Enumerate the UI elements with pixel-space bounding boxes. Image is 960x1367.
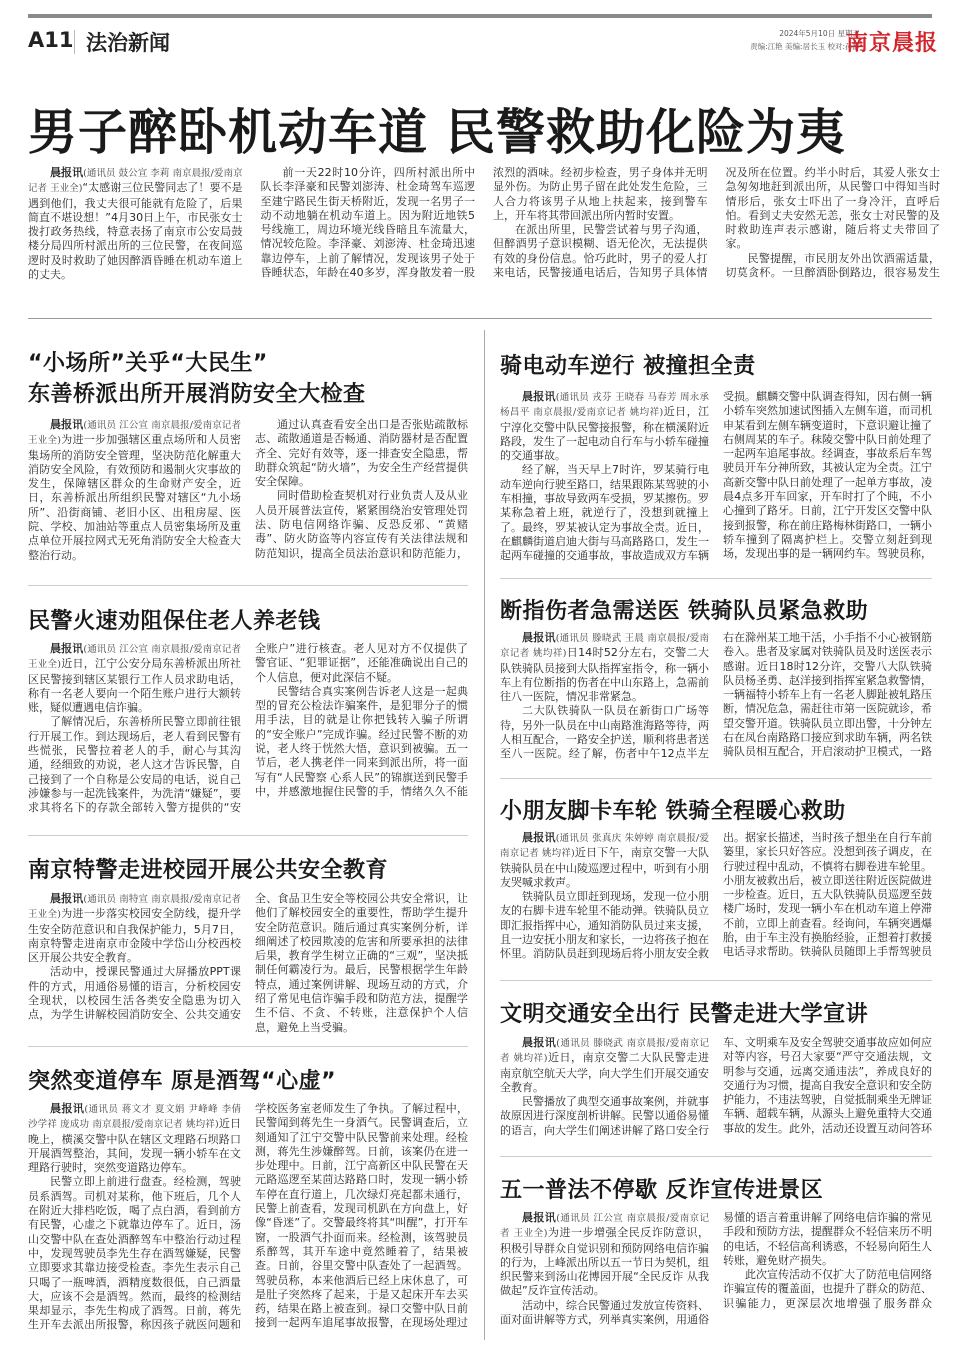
paragraph: 民警播放了典型交通事故案例，并就事故原因进行深度剖析讲解。民警以通俗易懂的语言，向大学生们阐述讲解了路口安全行车、文明乘车及安全驾驶交通事故应如何应对等内容，号召大家要“严守交通法规，文明参与交通，远离交通违法”，养成良好的交通行为习惯，提高自我安全意识和安全防护能力，不违法驾驶，自觉抵制乘坐无牌证车辆、超载车辆，从源头上避免重特大交通事故的发生。此外，活动还设置互动问答环 <box>500 1036 932 1137</box>
article-subtitle: 东善桥派出所开展消防安全大检查 <box>28 382 366 407</box>
article-body <box>500 1036 932 1144</box>
article-title: 民警火速劝阻保住老人养老钱 <box>28 609 321 634</box>
paragraph: 近日，江宁公安分局东善桥派出所社区民警接到辖区某银行工作人员求助电话，称有一名老人要向一个陌生账户进行大额转账，疑似遭遇电信诈骗。 <box>28 657 241 715</box>
article-body <box>500 631 932 769</box>
lead-word: 晨报讯 <box>50 642 84 655</box>
lead-word: 晨报讯 <box>522 1211 557 1224</box>
paragraph: 近日下午，南京交警一大队铁骑队员在中山陵巡逻过程中，听到有小朋友哭喊求救声。 <box>500 846 709 889</box>
paragraph: 通过认真查看安全出口是否张贴疏散标志、疏散通道是否畅通、消防器材是否配置齐全、完好有效等，逐一排查安全隐患，帮助群众筑起“防火墙”，为安全生产经营提供安全保障。 <box>255 418 468 489</box>
newspaper-logo: 南京晨报 <box>846 30 939 56</box>
byline: (通讯员 滕晓武 王晨 南京晨报/爱南京记者 姚均祥) <box>500 633 709 660</box>
byline: (通讯员 江公宣 南京晨报/爱南京记者 王业全) <box>500 1213 710 1240</box>
masthead-separator <box>74 30 75 54</box>
divider <box>500 980 932 981</box>
byline: (通讯员 江公宣 南京晨报/爱南京记者 王业全) <box>28 644 242 671</box>
paragraph: 民警立即上前进行盘查。经检测，驾驶员系酒驾。司机对某称，他下班后，几个人在附近大排档吃饭，喝了点白酒，看到前方有民警，心虚之下就靠边停车了。近日，汤山交警中队在查处酒醉驾车中整治行动过程中，发现驾驶员李先生存在酒驾嫌疑，民警立即要求其靠边接受检查。李先生表示自己只喝了一瓶啤酒，酒精度数很低，自己酒量大，应该不会是酒驾。然而，最终的检测结果却显示，李先生构成了酒驾。日前，蒋先生开车去派出所报警，称因孩子就医问题和学校医务室老师发生了争执。了解过程中，民警闻到蒋先生一身酒气。民警调查后，立刻通知了江宁交警中队民警前来处理。经检测，蒋先生涉嫌醉驾。日前，该案仍在进一步处理中。日前，江宁高新区中队民警在天元路巡逻至某茴达路路口时，发现一辆小轿车停在直行道上，几次绿灯亮起都未通行，民警上前查看，发现司机趴在方向盘上，好像“昏迷”了。交警最终将其“叫醒”，打开车窗，一股酒气扑面而来。经检测，该驾驶员系醉驾，其开车途中竟然睡着了，结果被查。日前，谷里交警中队查处了一起酒驾。驾驶员称，本来他酒后已经上床休息了，可是肚子突然疼了起来，于是又起床开车去买药，结果在路上被查到。禄口交警中队日前接到一起两车追尾事故报警，在现场处理过 <box>28 1102 468 1332</box>
issue-date: 2024年5月10日 星期五 <box>779 29 860 38</box>
paragraph: 二大队铁骑队一队员在新街口广场等待，另外一队员在中山南路淮海路等待，两人相互配合，一路安全护送，顺利将患者送至八一医院。经了解，伤者中午12点半左右在滁州某工地干活，小手指不小心被钢筋卷入。患者及家属对铁骑队员及时送医表示感谢。近日18时12分许，交警八大队铁骑队员杨圣勇、赵洋接到指挥室紧急救警情，一辆福特小轿车上有一名老人脚趾被轧路压断，情况危急，需赶往市第一医院就诊，希望交警开道。铁骑队员立即出警，十分钟左右在凤台南路路口接应到求助车辆，两名铁骑队员相互配合，开启滚动护卫模式，一路 <box>500 631 932 761</box>
paragraph: 此次宣传活动不仅扩大了防范电信网络诈骗宣传的覆盖面，也提升了群众的防范、识骗能力，更深层次地增强了服务群众 <box>723 1268 932 1310</box>
article-body <box>500 831 932 969</box>
paragraph: 经了解，当天早上7时许，罗某骑行电动车逆向行驶至路口，结果跟陈某驾驶的小车相撞，事故导致两车受损，罗某擦伤。罗某称急着上班，就逆行了，没想到就撞上了。最终，罗某被认定为事故全责。近日，在麒麟街道启迪大街与马高路路口，发生一起两车碰撞的交通事故，事故造成双方车辆受损。麒麟交警中队调查得知，因右侧一辆小轿车突然加速试图插入左侧车道，而司机申某看到左侧车辆变道时，下意识避让撞了右侧周某的车子。秣陵交警中队日前处理了一起两车追尾事故。经调查，事故系后车驾驶员开车分神所致，其被认定为全责。江宁高新交警中队日前处理了一起单方事故，凌晨4点多开车回家，开车时打了个盹，不小心撞到了路牙。日前，江宁开发区交警中队接到报警，称在前庄路梅林街路口，一辆小轿车撞到了隔离护栏上。交警立刻赶到现场，发现出事的是一辆网约车。驾驶员称， <box>500 390 932 563</box>
paragraph: 日14时52分左右，交警二大队铁骑队员接到大队指挥室指令，称一辆小车上有位断指的伤者在中山东路上，急需前往八一医院，情况非常紧急。 <box>500 646 709 704</box>
lead-word: 晨报讯 <box>522 390 556 403</box>
paragraph: 同时借助检查契机对行业负责人及从业人员开展普法宣传，紧紧围绕治安管理处罚法、防电信网络诈骗、反恐反邪、“黄赌毒”、防火防盗等内容宣传有关法律法规和防范知识，提高全员法治意识和防范能力， <box>255 489 468 560</box>
lead-word: 晨报讯 <box>522 831 556 844</box>
article-body <box>500 390 932 568</box>
article-body <box>28 892 468 1036</box>
editor-credits: 责编:江艳 美编:居长玉 校对:孙静 <box>750 42 860 51</box>
lead-word: 晨报讯 <box>50 892 84 905</box>
article-body <box>28 1102 468 1334</box>
paragraph: 为进一步增强全民反诈防意识，积极引导群众自觉识别和预防网络电信诈骗的行为，上峰派出所以五一节日为契机，组织民警来到汤山花博园开展“全民反诈 从我做起”反诈宣传活动。 <box>500 1226 710 1298</box>
divider <box>28 318 932 319</box>
lead-word: 晨报讯 <box>522 631 556 644</box>
byline: (通讯员 南特宣 南京晨报/爱南京记者 王业全) <box>28 894 242 921</box>
byline: (通讯员 滕晓武 南京晨报/爱南京记者 姚均祥) <box>500 1038 710 1065</box>
paragraph: 为进一步落实校园安全防线，提升学生安全防范意识和自我保护能力，5月7日，南京特警走进南京市金陵中学岱山分校西校区开展公共安全教育。 <box>28 907 241 965</box>
paragraph: 了解情况后，东善桥所民警立即前往银行开展工作。到达现场后，老人看到民警有些慌张，民警拉着老人的手，耐心与其沟通，经细致的劝说，老人这才告诉民警，自己接到了一个自称是公安局的电话，说自己涉嫌参与一起洗钱案件，为洗清“嫌疑”，要求其将名下的存款全部转入警方提供的“安全账户”进行核查。老人见对方不仅提供了警官证、“犯罪证据”，还能准确说出自己的个人信息，便对此深信不疑。 <box>28 642 468 815</box>
lead-word: 晨报讯 <box>50 1102 85 1115</box>
divider <box>500 1156 932 1157</box>
byline: (通讯员 鼓公宣 李莉 南京晨报/爱南京记者 王业全) <box>28 168 243 195</box>
paragraph: 活动中，综合民警通过发放宣传资料、面对面讲解等方式，列举真实案例，用通俗易懂的语言着重讲解了网络电信诈骗的常见手段和预防方法，提醒群众不轻信来历不明的电话，不轻信高利诱惑，不轻易向陌生人转账，避免财产损失。 <box>500 1211 932 1327</box>
paragraph: 民警提醒，市民朋友外出饮酒需适量，切莫贪杯。一旦醉酒卧倒路边，很容易发生 <box>725 251 940 280</box>
byline: (通讯员 蒋文才 夏文娟 尹峰峰 李倩 沙学祥 庞成功 南京晨报/爱南京记者 姚均祥) <box>28 1104 242 1131</box>
article-body <box>500 1211 932 1335</box>
byline: (通讯员 江公宣 南京晨报/爱南京记者 王业全) <box>28 420 242 447</box>
paragraph: 活动中，授课民警通过大屏播放PPT课件的方式，用通俗易懂的语言，分析校园安全现状，以校园生活各类安全隐患为切入点，为学生讲解校园消防安全、公共交通安全、食品卫生安全等校园公共安全常识，让他们了解校园安全的重要性，帮助学生提升安全防范意识。随后通过真实案例分析，详细阐述了校园欺凌的危害和所要承担的法律后果，教育学生树立正确的“三观”，坚决抵制任何霸凌行为。最后，民警根据学生年龄特点，通过案例讲解、现场互动的方式，介绍了常见电信诈骗手段和防范方法，提醒学生不信、不贪、不转账，注意保护个人信息，避免上当受骗。 <box>28 892 468 1034</box>
article-title: “小场所”关乎“大民生” <box>28 351 268 376</box>
article-body <box>28 642 468 822</box>
divider <box>28 835 468 836</box>
divider <box>500 778 932 779</box>
byline: (通讯员 张真庆 朱婷婷 南京晨报/爱南京记者 姚均祥) <box>500 833 709 860</box>
divider <box>28 1046 468 1047</box>
page-number: A11 <box>28 28 74 52</box>
paragraph: 前一天22时10分许，四所村派出所中队长李泽豪和民警刘澎涛、杜金琦驾车巡逻至建宁路民生街天桥附近，发现一名男子一动不动地躺在机动车道上。因为附近地铁5号线施工，周边环境光线昏暗且车流量大，情况较危险。李泽豪、刘澎涛、杜金琦迅速靠边停车，上前了解情况，发现该男子处于昏睡状态，年龄在40多岁，浑身散发着一股浓烈的酒味。经初步检查，男子身体并无明显外伤。为防止男子留在此处发生危险，三人合力将该男子从地上扶起来，接到警车上，开车将其带回派出所内暂时安置。 <box>260 166 708 280</box>
lead-word: 晨报讯 <box>50 418 84 431</box>
paragraph: 为进一步加强辖区重点场所和人员密集场所的消防安全管理，坚决防范化解重大消防安全风险，有效预防和遏制火灾事故的发生，保障辖区群众的生命财产安全，近日，东善桥派出所组织民警对辖区“九小场所”、沿街商铺、老旧小区、出租房屋、医院、学校、加油站等重点人员密集场所及重点单位开展拉网式无死角消防安全大检查大整治行动。 <box>28 433 241 562</box>
article-title: 五一普法不停歇 反诈宣传进景区 <box>500 1178 824 1203</box>
paragraph: 民警结合真实案例告诉老人这是一起典型的冒充公检法诈骗案件，是犯罪分子的惯用手法，目的就是让你把钱转入骗子所谓的“安全账户”完成诈骗。经过民警不断的劝说，老人终于恍然大悟，意识到被骗。五一节后，老人携老伴一同来到派出所，将一面写有“人民警察 心系人民”的锦旗送到民警手中，并感激地握住民警的手，情绪久久不能 <box>255 684 468 798</box>
paragraph: 近日，南京交警二大队民警走进南京航空航天大学，向大学生们开展交通安全教育。 <box>500 1051 710 1094</box>
column-divider <box>484 330 485 1340</box>
masthead-rule <box>28 14 932 18</box>
lead-word: 晨报讯 <box>50 166 84 179</box>
lead-word: 晨报讯 <box>522 1036 557 1049</box>
paragraph: 铁骑队员立即赶到现场，发现一位小朋友的右脚卡进车轮里不能动弹。铁骑队员立即汇报指挥中心，通知消防队员过来支援，且一边安抚小朋友和家长，一边将孩子抱在怀里。消防队员赶到现场后将小朋友安全救出。据家长描述，当时孩子想坐在自行车前篓里，家长只好答应。没想到孩子调皮，在行驶过程中乱动，不慎将右脚卷进车轮里。小朋友被救出后，被立即送往附近医院做进一步检查。近日，五大队铁骑队员巡逻至鼓楼广场时，发现一辆小车在机动车道上停滞不前，立即上前查看。经询问，车辆突遇爆胎，由于车主没有换胎经验，正想着打救援电话寻求帮助。铁骑队员随即上手帮驾驶员 <box>500 831 932 961</box>
lead-headline: 男子醉卧机动车道 民警救助化险为夷 <box>28 104 847 161</box>
paragraph: 近日，江宁淳化交警中队民警接报警，称在横溪附近路段，发生了一起电动自行车与小轿车碰撞的交通事故。 <box>500 405 710 463</box>
article-title: 骑电动车逆行 被撞担全责 <box>500 354 756 379</box>
divider <box>500 578 932 579</box>
paragraph: 近日晚上，横溪交警中队在辖区文理路石坝路口开展酒驾整治，其间，发现一辆小轿车在文理路行驶时，突然变道路边停车。 <box>28 1117 242 1175</box>
article-title: 突然变道停车 原是酒驾“心虚” <box>28 1069 337 1094</box>
byline: (通讯员 戎芬 王晓春 马春芳 周永承 杨昌平 南京晨报/爱南京记者 姚均祥) <box>500 392 709 419</box>
article-title: 文明交通安全出行 民警走进大学宣讲 <box>500 1002 869 1027</box>
paragraph: 在派出所里，民警尝试着与男子沟通，但醉酒男子意识模糊、语无伦次，无法提供有效的身份信息。恰巧此时，男子的爱人打来电话，民警接通电话后，告知男子具体情况及所在位置。约半小时后，其爱人张女士急匆匆地赶到派出所，从民警口中得知当时情形后，张女士吓出了一身冷汗，直呼后怕。看到丈夫安然无恙，张女士对民警的及时救助连声表示感谢，随后将丈夫带回了家。 <box>493 166 940 280</box>
section-title: 法治新闻 <box>86 31 170 55</box>
lead-article-body <box>28 166 940 294</box>
paragraph: “太感谢三位民警同志了！要不是遇到他们，我丈夫很可能就有危险了，后果简直不堪设想！”4月30日上午，市民张女士拨打政务热线，特意表扬了南京市公安局鼓楼分局四所村派出所的三位民警，在夜间巡逻时及时救助了她因醉酒昏睡在机动车道上的丈夫。 <box>28 181 243 282</box>
article-title: 断指伤者急需送医 铁骑队员紧急救助 <box>500 599 869 624</box>
article-title: 南京特警走进校园开展公共安全教育 <box>28 858 389 883</box>
divider <box>28 585 468 586</box>
article-body <box>28 418 468 568</box>
article-title: 小朋友脚卡车轮 铁骑全程暖心救助 <box>500 799 846 824</box>
